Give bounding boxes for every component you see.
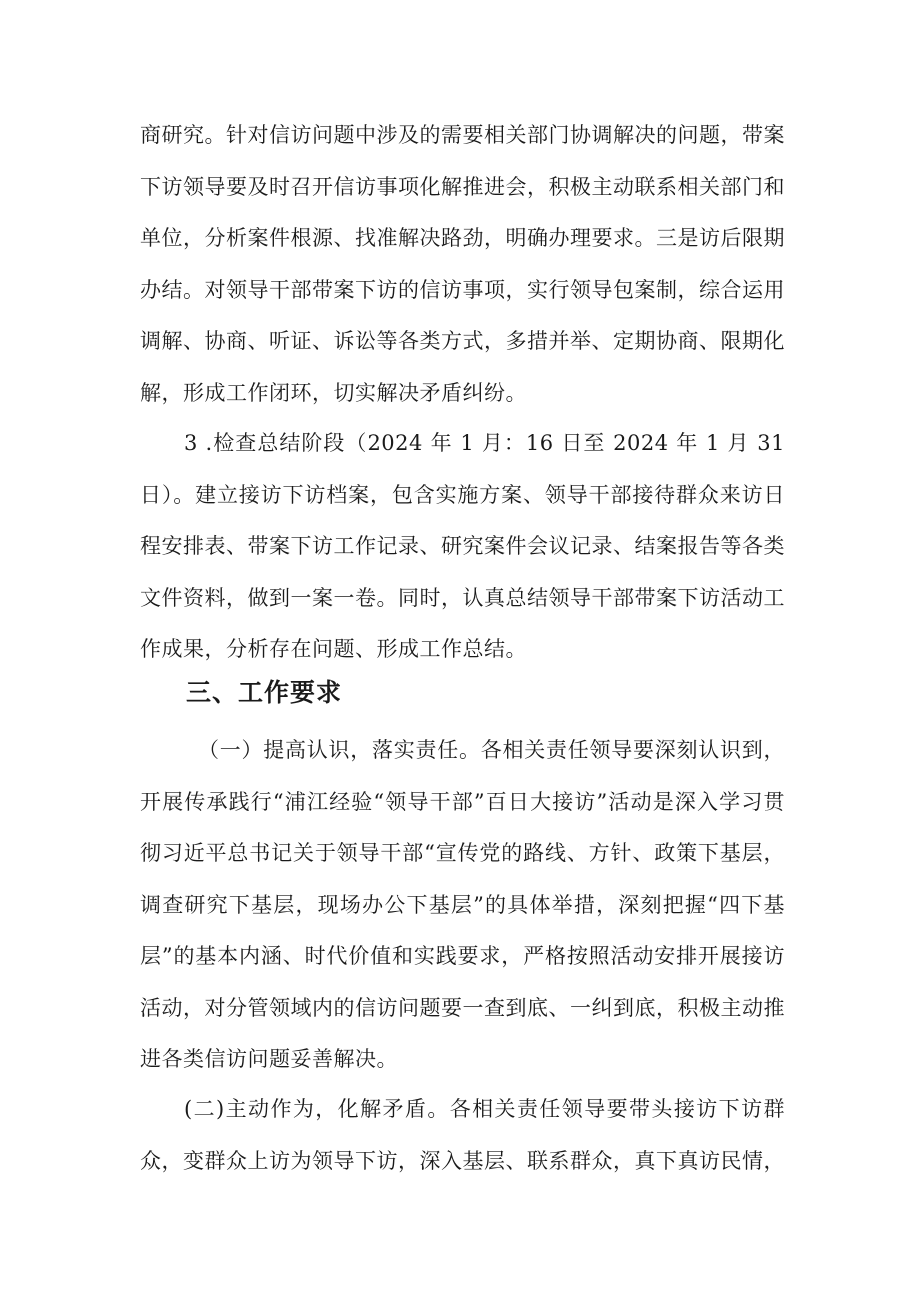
paragraph-2-stage-summary: 3 .检查总结阶段（2024 年 1 月：16 日至 2024 年 1 月 31 日）。建立接访下访档案，包含实施方案、领导干部接待群众来访日程安排表、带案下访工作记录、研究案件会议记录、结案报告等各类文件资料，做到一案一卷。同时，认真总结领导干部带案下访活动工作成果，分析存在问题、形成工作总结。 xyxy=(140,431,785,661)
paragraph-4-requirement-two: (二)主动作为，化解矛盾。各相关责任领导要带头接访下访群众，变群众上访为领导下访，深入基层、联系群众，真下真访民情， xyxy=(140,1097,785,1173)
paragraph-3-requirement-one: （一）提高认识，落实责任。各相关责任领导要深刻认识到，开展传承践行“浦江经验“领导干部”百日大接访”活动是深入学习贯彻习近平总书记关于领导干部“宣传党的路线、方针、政策下基层，调查研究下基层，现场办公下基层”的具体举措，深刻把握“四下基层”的基本内涵、时代价值和实践要求，严格按照活动安排开展接访活动，对分管领域内的信访问题要一查到底、一纠到底，积极主动推进各类信访问题妥善解决。 xyxy=(140,738,785,1071)
paragraph-1: 商研究。针对信访问题中涉及的需要相关部门协调解决的问题，带案下访领导要及时召开信访事项化解推进会，积极主动联系相关部门和单位，分析案件根源、找准解决路劲，明确办理要求。三是访后限期办结。对领导干部带案下访的信访事项，实行领导包案制，综合运用调解、协商、听证、诉讼等各类方式，多措并举、定期协商、限期化解，形成工作闭环，切实解决矛盾纠纷。 xyxy=(140,123,785,405)
section-heading-work-requirements: 三、工作要求 xyxy=(186,678,343,707)
